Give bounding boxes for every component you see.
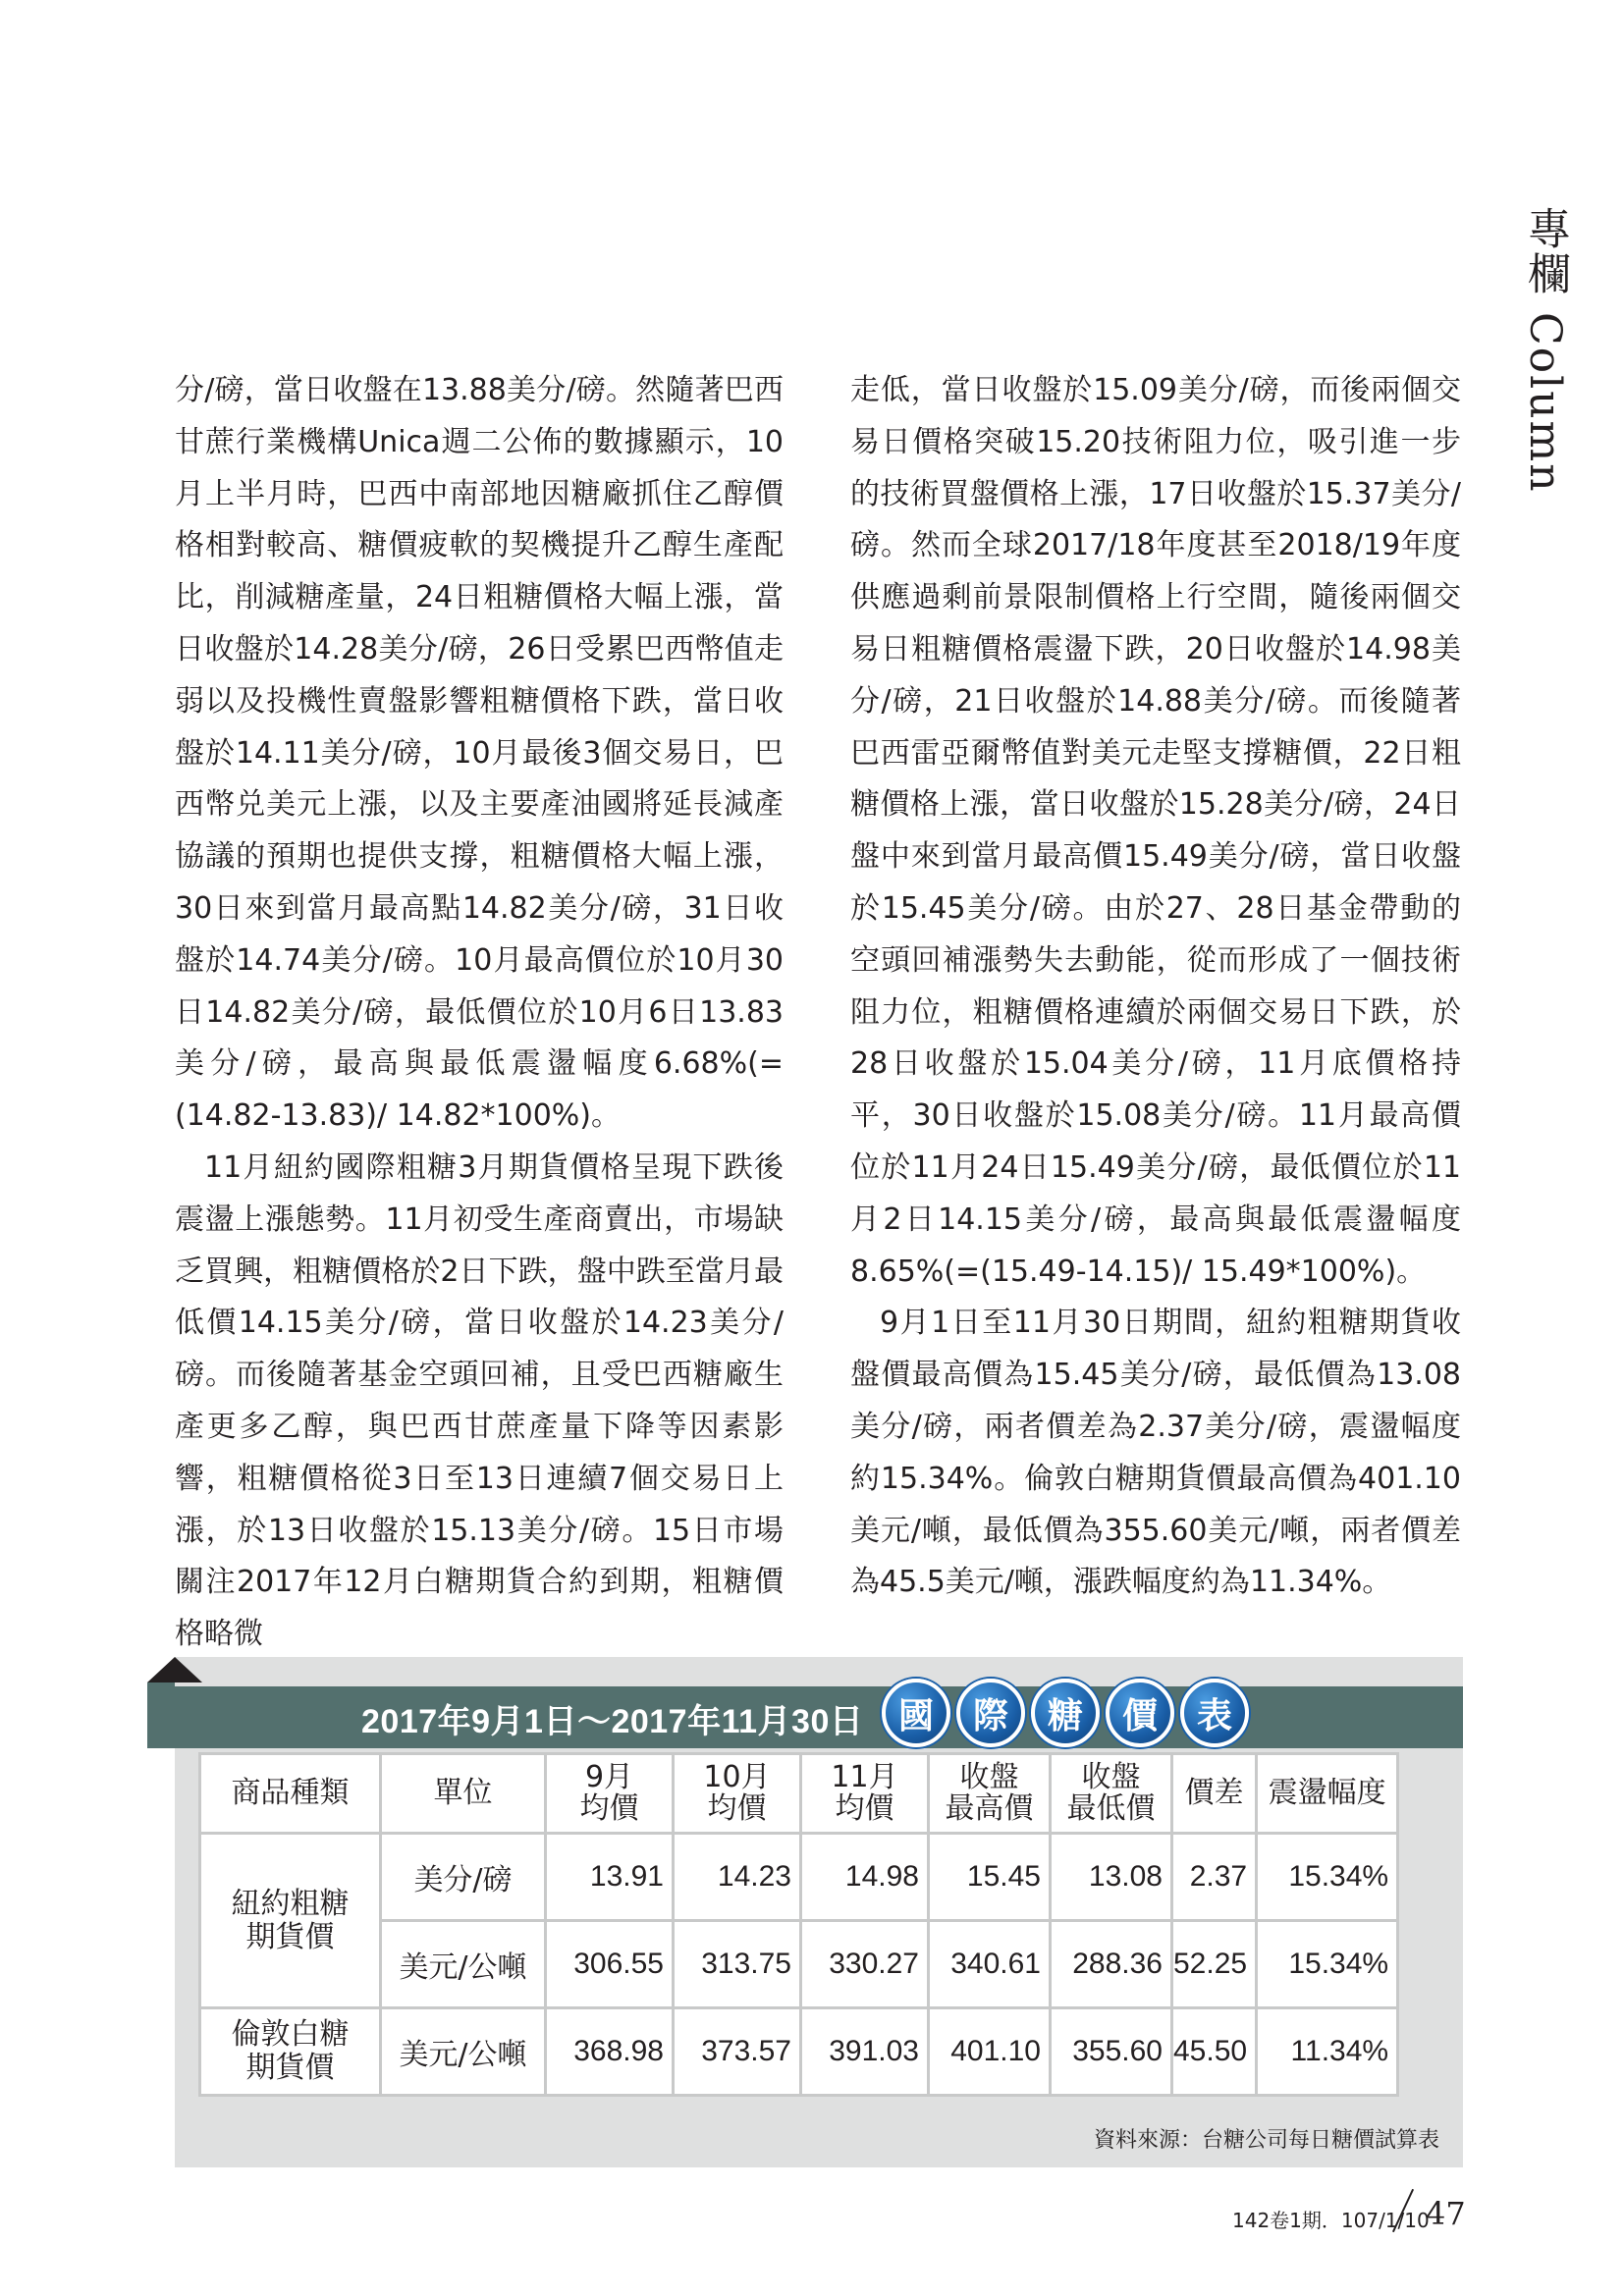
value-cell: 13.08 xyxy=(1051,1834,1172,1921)
value-cell: 340.61 xyxy=(929,1921,1051,2008)
price-table-panel xyxy=(175,1657,1463,2167)
article-left-column xyxy=(175,365,784,1661)
commodity-cell: 倫敦白糖 期貨價 xyxy=(200,2008,381,2096)
commodity-cell: 紐約粗糖 期貨價 xyxy=(200,1834,381,2008)
value-cell: 373.57 xyxy=(674,2008,801,2096)
value-cell: 2.37 xyxy=(1172,1834,1257,1921)
badge-char: 表 xyxy=(1180,1679,1249,1747)
paragraph: 走低，當日收盤於15.09美分/磅，而後兩個交易日價格突破15.20技術阻力位，吸引進一步的技術買盤價格上漲，17日收盤於15.37美分/磅。然而全球2017/18年度甚至2018/19年度供應過剩前景限制價格上行空間，隨後兩個交易日粗糖價格震盪下跌，20日收盤於14.98美分/磅，21日收盤於14.88美分/磅。而後隨著巴西雷亞爾幣值對美元走堅支撐糖價，22日粗糖價格上漲，當日收盤於15.28美分/磅，24日盤中來到當月最高價15.49美分/磅，當日收盤於15.45美分/磅。由於27、28日基金帶動的空頭回補漲勢失去動能，從而形成了一個技術阻力位，粗糖價格連續於兩個交易日下跌，於28日收盤於15.04美分/磅，11月底價格持平，30日收盤於15.08美分/磅。11月最高價位於11月24日15.49美分/磅，最低價位於11月2日14.15美分/磅，最高與最低震盪幅度8.65%(=(15.49-14.15)/ 15.49*100%)。 xyxy=(850,373,1461,1289)
header-cell: 單位 xyxy=(381,1754,546,1834)
table-row xyxy=(200,2008,1398,2096)
section-label: 專欄 Column xyxy=(1520,206,1570,494)
value-cell: 368.98 xyxy=(546,2008,674,2096)
value-cell: 52.25 xyxy=(1172,1921,1257,2008)
badge-char: 價 xyxy=(1106,1679,1174,1747)
unit-cell: 美元/公噸 xyxy=(381,1921,546,2008)
value-cell: 45.50 xyxy=(1172,2008,1257,2096)
paragraph: 9月1日至11月30日期間，紐約粗糖期貨收盤價最高價為15.45美分/磅，最低價為13.08美分/磅，兩者價差為2.37美分/磅，震盪幅度約15.34%。倫敦白糖期貨價最高價為401.10美元/噸，最低價為355.60美元/噸，兩者價差為45.5美元/噸，漲跌幅度約為11.34%。 xyxy=(850,1306,1461,1600)
page-number: 47 xyxy=(1426,2195,1466,2232)
unit-cell: 美元/公噸 xyxy=(381,2008,546,2096)
header-cell: 價差 xyxy=(1172,1754,1257,1834)
article-right-column xyxy=(850,365,1461,1609)
value-cell: 14.98 xyxy=(801,1834,929,1921)
banner-corner-decoration xyxy=(147,1682,175,1748)
value-cell: 391.03 xyxy=(801,2008,929,2096)
value-cell: 14.23 xyxy=(674,1834,801,1921)
unit-cell: 美分/磅 xyxy=(381,1834,546,1921)
value-cell: 401.10 xyxy=(929,2008,1051,2096)
paragraph: 分/磅，當日收盤在13.88美分/磅。然隨著巴西甘蔗行業機構Unica週二公佈的數據顯示，10月上半月時，巴西中南部地因糖廠抓住乙醇價格相對較高、糖價疲軟的契機提升乙醇生產配比，削減糖產量，24日粗糖價格大幅上漲，當日收盤於14.28美分/磅，26日受累巴西幣值走弱以及投機性賣盤影響粗糖價格下跌，當日收盤於14.11美分/磅，10月最後3個交易日，巴西幣兑美元上漲，以及主要產油國將延長減產協議的預期也提供支撐，粗糖價格大幅上漲，30日來到當月最高點14.82美分/磅，31日收盤於14.74美分/磅。10月最高價位於10月30日14.82美分/磅，最低價位於10月6日13.83美分/磅，最高與最低震盪幅度6.68%(=(14.82-13.83)/ 14.82*100%)。 xyxy=(175,373,784,1134)
value-cell: 11.34% xyxy=(1257,2008,1398,2096)
value-cell: 330.27 xyxy=(801,1921,929,2008)
header-cell: 9月 均價 xyxy=(546,1754,674,1834)
table-row xyxy=(200,1834,1398,1921)
header-cell: 商品種類 xyxy=(200,1754,381,1834)
value-cell: 15.34% xyxy=(1257,1921,1398,2008)
paragraph: 11月紐約國際粗糖3月期貨價格呈現下跌後震盪上漲態勢。11月初受生產商賣出，市場缺乏買興，粗糖價格於2日下跌，盤中跌至當月最低價14.15美分/磅，當日收盤於14.23美分/磅。而後隨著基金空頭回補，且受巴西糖廠生產更多乙醇，與巴西甘蔗產量下降等因素影響，粗糖價格從3日至13日連續7個交易日上漲，於13日收盤於15.13美分/磅。15日市場關注2017年12月白糖期貨合約到期，粗糖價格略微 xyxy=(175,1149,784,1652)
value-cell: 313.75 xyxy=(674,1921,801,2008)
issue-info: 142卷1期．107/1/10 xyxy=(1232,2209,1430,2232)
header-cell: 收盤 最高價 xyxy=(929,1754,1051,1834)
value-cell: 355.60 xyxy=(1051,2008,1172,2096)
badge-char: 際 xyxy=(956,1679,1025,1747)
header-cell: 震盪幅度 xyxy=(1257,1754,1398,1834)
value-cell: 15.34% xyxy=(1257,1834,1398,1921)
value-cell: 15.45 xyxy=(929,1834,1051,1921)
table-badge xyxy=(882,1679,1249,1747)
header-cell: 收盤 最低價 xyxy=(1051,1754,1172,1834)
header-cell: 10月 均價 xyxy=(674,1754,801,1834)
banner-corner-decoration xyxy=(147,1657,202,1682)
value-cell: 13.91 xyxy=(546,1834,674,1921)
table-source-note: 資料來源：台糖公司每日糖價試算表 xyxy=(1093,2128,1439,2153)
badge-char: 國 xyxy=(882,1679,950,1747)
sugar-price-table xyxy=(198,1752,1399,2097)
header-cell: 11月 均價 xyxy=(801,1754,929,1834)
value-cell: 306.55 xyxy=(546,1921,674,2008)
badge-char: 糖 xyxy=(1031,1679,1100,1747)
table-header-row xyxy=(200,1754,1398,1834)
value-cell: 288.36 xyxy=(1051,1921,1172,2008)
table-title: 2017年9月1日～2017年11月30日 xyxy=(361,1703,864,1740)
